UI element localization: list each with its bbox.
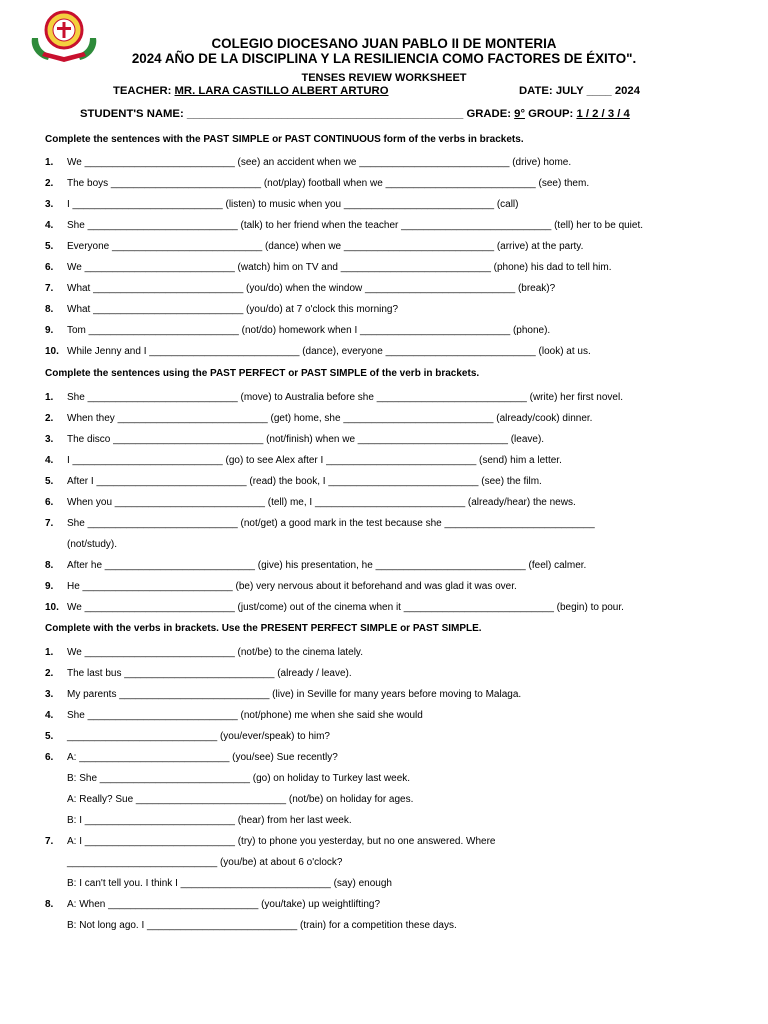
student-info-line xyxy=(80,108,630,120)
grade-value: 9° xyxy=(514,108,525,120)
exercise-item: 5. ___________________________ (you/ever/speak) to him? xyxy=(45,731,330,742)
exercise-item: 2. The last bus ___________________________ (already / leave). xyxy=(45,668,352,679)
teacher-name: MR. LARA CASTILLO ALBERT ARTURO xyxy=(174,85,389,97)
dialogue-line: B: Not long ago. I ___________________________ (train) for a competition these days. xyxy=(67,920,457,931)
exercise-item: 6. When you ___________________________ (tell) me, I ___________________________ (already/hear) the news. xyxy=(45,497,576,508)
exercise-item: 7. She ___________________________ (not/get) a good mark in the test because she ___________________________ xyxy=(45,518,595,529)
school-name: COLEGIO DIOCESANO JUAN PABLO II DE MONTERIA xyxy=(211,36,557,51)
teacher-label: TEACHER: xyxy=(113,85,175,97)
exercise-item: 6. We ___________________________ (watch) him on TV and ___________________________ (phone) his dad to tell him. xyxy=(45,262,612,273)
exercise-item: 4. She ___________________________ (not/phone) me when she said she would xyxy=(45,710,423,721)
section2-instruction: Complete the sentences using the PAST PERFECT or PAST SIMPLE of the verb in brackets. xyxy=(45,368,480,379)
exercise-item: 5. Everyone ___________________________ (dance) when we ___________________________ (arrive) at the party. xyxy=(45,241,584,252)
student-name-field: STUDENT'S NAME: ____________________________________________ xyxy=(80,108,464,120)
exercise-item: 4. She ___________________________ (talk) to her friend when the teacher ___________________________ (tell) her to be quiet. xyxy=(45,220,644,231)
dialogue-line: B: I can't tell you. I think I ___________________________ (say) enough xyxy=(67,878,392,889)
exercise-item: 7. What ___________________________ (you/do) when the window ___________________________ (break)? xyxy=(45,283,556,294)
school-motto: 2024 AÑO DE LA DISCIPLINA Y LA RESILIENCIA COMO FACTORES DE ÉXITO". xyxy=(131,51,637,66)
dialogue-line: ___________________________ (you/be) at about 6 o'clock? xyxy=(67,857,343,868)
exercise-item: 3. The disco ___________________________ (not/finish) when we ___________________________ (leave). xyxy=(45,434,545,445)
dialogue-line: B: I ___________________________ (hear) from her last week. xyxy=(67,815,352,826)
exercise-item: 1. She ___________________________ (move) to Australia before she ___________________________ (write) her first novel. xyxy=(45,392,623,403)
exercise-item: 8. After he ___________________________ (give) his presentation, he ___________________________ (feel) calmer. xyxy=(45,560,587,571)
dialogue-line: A: Really? Sue ___________________________ (not/be) on holiday for ages. xyxy=(67,794,414,805)
section1-instruction: Complete the sentences with the PAST SIMPLE or PAST CONTINUOUS form of the verbs in brackets. xyxy=(45,134,524,145)
exercise-item: 2. When they ___________________________ (get) home, she ___________________________ (already/cook) dinner. xyxy=(45,413,593,424)
exercise-item: 9. Tom ___________________________ (not/do) homework when I ___________________________ (phone). xyxy=(45,325,551,336)
exercise-item: 7. A: I ___________________________ (try) to phone you yesterday, but no one answered. Where xyxy=(45,836,496,847)
exercise-item-continuation: (not/study). xyxy=(67,539,118,550)
group-label: GROUP: xyxy=(524,108,577,120)
exercise-item: 10. We ___________________________ (just/come) out of the cinema when it ___________________________ (begin) to pour. xyxy=(45,602,624,613)
worksheet-title: TENSES REVIEW WORKSHEET xyxy=(301,72,467,84)
exercise-item: 8. A: When ___________________________ (you/take) up weightlifting? xyxy=(45,899,381,910)
grade-label: GRADE: xyxy=(463,108,515,120)
exercise-item: 1. We ___________________________ (not/be) to the cinema lately. xyxy=(45,647,363,658)
date-field: DATE: JULY ____ 2024 xyxy=(519,85,640,97)
exercise-item: 3. I ___________________________ (listen) to music when you ___________________________ (call) xyxy=(45,199,519,210)
exercise-item: 3. My parents ___________________________ (live) in Seville for many years before moving to Malaga. xyxy=(45,689,522,700)
exercise-item: 4. I ___________________________ (go) to see Alex after I ___________________________ (send) him a letter. xyxy=(45,455,562,466)
exercise-item: 2. The boys ___________________________ (not/play) football when we ___________________________ (see) them. xyxy=(45,178,590,189)
exercise-item: 10. While Jenny and I ___________________________ (dance), everyone ___________________________ (look) at us. xyxy=(45,346,591,357)
exercise-item: 8. What ___________________________ (you/do) at 7 o'clock this morning? xyxy=(45,304,399,315)
dialogue-line: B: She ___________________________ (go) on holiday to Turkey last week. xyxy=(67,773,411,784)
exercise-item: 1. We ___________________________ (see) an accident when we ___________________________ (drive) home. xyxy=(45,157,572,168)
exercise-item: 6. A: ___________________________ (you/see) Sue recently? xyxy=(45,752,338,763)
teacher-line xyxy=(113,85,389,97)
exercise-item: 9. He ___________________________ (be) very nervous about it beforehand and was glad it was over. xyxy=(45,581,517,592)
section3-instruction: Complete with the verbs in brackets. Use the PRESENT PERFECT SIMPLE or PAST SIMPLE. xyxy=(45,623,482,634)
exercise-item: 5. After I ___________________________ (read) the book, I ___________________________ (see) the film. xyxy=(45,476,542,487)
group-value: 1 / 2 / 3 / 4 xyxy=(576,108,630,120)
